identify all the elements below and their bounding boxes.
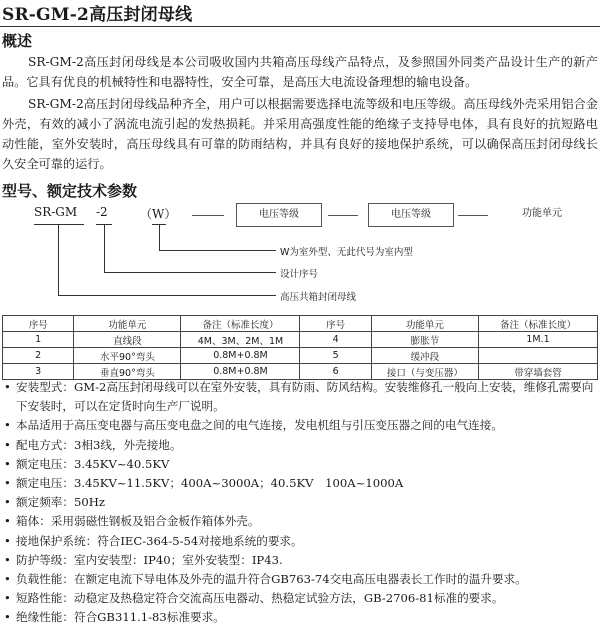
table-header-cell: 功能单元 (74, 316, 181, 332)
table-cell: 接口（与变压器） (371, 364, 478, 380)
bullet-icon: • (4, 552, 11, 567)
bullet-icon: • (4, 380, 11, 394)
page-title: SR-GM-2高压封闭母线 (2, 5, 193, 25)
list-item-text: 接地保护系统：符合IEC-364-5-54对接地系统的要求。 (16, 533, 303, 548)
legend-series: 高压共箱封闭母线 (280, 292, 357, 303)
legend-design: 设计序号 (280, 269, 319, 280)
table-cell: 1 (3, 332, 74, 348)
table-cell (478, 348, 597, 364)
overview-paragraph-2: SR-GM-2高压封闭母线品种齐全，用户可以根据需要选择电流等级和电压等级。高压母线外壳采用铝合金外壳，有效的减小了涡流电流引起的发热损耗。并采用高强度性能的绝缘子支持导电体，具有良好的抗短路电动性能，室外安装时，高压母线具有可靠的防雨结构，并具有良好的接地保护系统，可以确保高压封闭母线长久安全可靠的运行。 (2, 97, 598, 171)
list-item (4, 378, 598, 416)
list-item (4, 416, 598, 435)
list-item (4, 455, 598, 474)
list-item (4, 493, 598, 512)
table-header-cell: 序号 (3, 316, 74, 332)
table-cell: 直线段 (74, 332, 181, 348)
leader-line-series-h (58, 295, 276, 296)
bullet-icon: • (4, 533, 11, 548)
list-item (4, 570, 598, 589)
list-item-text: 配电方式：3相3线，外壳接地。 (16, 437, 182, 452)
list-item (4, 551, 598, 570)
table-row (3, 332, 598, 348)
model-code-type: （W） (140, 207, 177, 221)
list-item-text: 绝缘性能：符合GB311.1-83标准要求。 (16, 610, 225, 625)
leader-line-series (58, 225, 59, 295)
title-divider (0, 26, 600, 27)
leader-line-design (104, 225, 105, 272)
list-item-text: 额定电压：3.45KV~11.5KV；400A~3000A；40.5KV 100A~1000A (16, 476, 404, 491)
overview-heading: 概述 (2, 32, 33, 50)
bullet-icon: • (4, 456, 11, 471)
model-code-series: SR-GM (34, 205, 78, 219)
overview-paragraph-1: SR-GM-2高压封闭母线是本公司吸收国内共箱高压母线产品特点，及参照国外同类产品设计生产的新产品。它具有优良的机械特性和电器特性，安全可靠，是高压大电流设备理想的输电设备。 (2, 55, 598, 89)
table-cell: 4M、3M、2M、1M (181, 332, 300, 348)
list-item-text: 短路性能：动稳定及热稳定符合交流高压电器动、热稳定试验方法，GB-2706-81标准的要求。 (16, 591, 504, 606)
dash-connector (192, 215, 224, 216)
bullet-icon: • (4, 418, 11, 433)
bullet-icon: • (4, 514, 11, 529)
function-unit-table (2, 315, 598, 380)
list-item-text: 防护等级：室内安装型：IP40；室外安装型：IP43. (16, 552, 283, 567)
table-cell: 1M.1 (478, 332, 597, 348)
leader-line-type-h (159, 250, 276, 251)
bullet-icon: • (4, 437, 11, 452)
underline-series (34, 224, 84, 225)
table-header-row (3, 316, 598, 332)
list-item-text: 额定频率：50Hz (16, 495, 105, 510)
table-cell: 4 (300, 332, 371, 348)
dash-connector (328, 215, 358, 216)
table-header-cell: 备注（标准长度） (181, 316, 300, 332)
list-item (4, 532, 598, 551)
table-header-cell: 功能单元 (371, 316, 478, 332)
table-cell: 带穿墙套管 (478, 364, 597, 380)
leader-line-type (159, 225, 160, 250)
function-unit-box: 功能单元 (522, 208, 562, 219)
bullet-icon: • (4, 476, 11, 491)
list-item-text: 额定电压：3.45KV~40.5KV (16, 456, 170, 471)
list-item-text: 本品适用于高压变电器与高压变电盘之间的电气连接，发电机组与引压变压器之间的电气连接。 (16, 418, 503, 433)
model-code-design: -2 (96, 205, 108, 219)
table-cell: 5 (300, 348, 371, 364)
table-cell: 6 (300, 364, 371, 380)
list-item-text: 负载性能：在额定电流下导电体及外壳的温升符合GB763-74交电高压电器表长工作时的温升要求。 (16, 572, 527, 587)
table-cell: 0.8M+0.8M (181, 348, 300, 364)
list-item (4, 589, 598, 608)
table-cell: 膨胀节 (371, 332, 478, 348)
table-cell: 3 (3, 364, 74, 380)
table-cell: 水平90°弯头 (74, 348, 181, 364)
list-item-text: 安装型式：GM-2高压封闭母线可以在室外安装，具有防雨、防风结构。安装维修孔一般向上安装，维修孔需要向下安装时，可以在定货时向生产厂说明。 (16, 380, 594, 414)
bullet-icon: • (4, 591, 11, 606)
voltage-grade-box-2: 电压等级 (368, 203, 454, 227)
table-cell: 2 (3, 348, 74, 364)
leader-line-design-h (104, 272, 276, 273)
table-row (3, 348, 598, 364)
list-item-text: 箱体：采用弱磁性钢板及铝合金板作箱体外壳。 (16, 514, 260, 529)
list-item (4, 512, 598, 531)
bullet-icon: • (4, 610, 11, 625)
table-cell: 缓冲段 (371, 348, 478, 364)
params-heading: 型号、额定技术参数 (2, 182, 138, 200)
table-header-cell: 备注（标准长度） (478, 316, 597, 332)
list-item (4, 436, 598, 455)
list-item (4, 608, 598, 627)
table-header-cell: 序号 (300, 316, 371, 332)
dash-connector (458, 215, 488, 216)
legend-type: W为室外型、无此代号为室内型 (280, 247, 413, 258)
table-cell: 0.8M+0.8M (181, 364, 300, 380)
table-cell: 垂直90°弯头 (74, 364, 181, 380)
spec-bullet-list (4, 378, 598, 628)
bullet-icon: • (4, 495, 11, 510)
bullet-icon: • (4, 572, 11, 587)
voltage-grade-box-1: 电压等级 (236, 203, 322, 227)
list-item (4, 474, 598, 493)
